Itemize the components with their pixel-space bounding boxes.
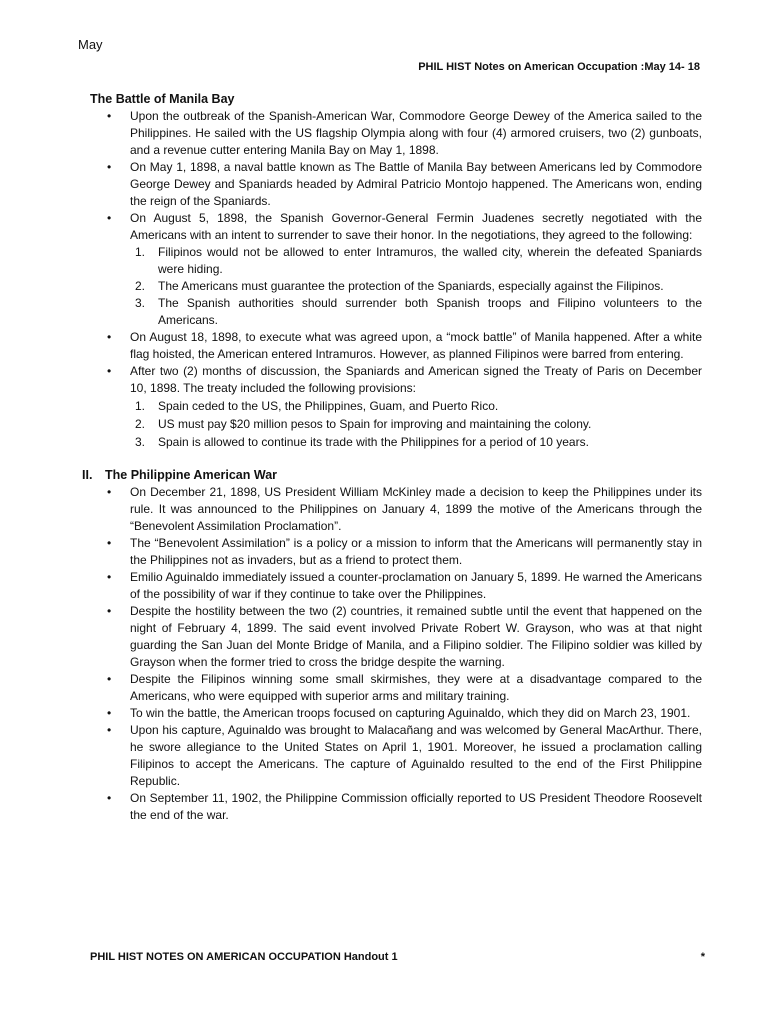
- footer-text: PHIL HIST NOTES ON AMERICAN OCCUPATION Handout 1: [90, 951, 398, 963]
- list-item: [130, 535, 702, 569]
- bullet-text: On August 18, 1898, to execute what was agreed upon, a “mock battle” of Manila happened. After a white flag hoisted, the American entered Intramuros. However, as planned Filipinos were barred from entering.: [130, 330, 702, 361]
- list-item: [135, 278, 702, 295]
- list-item: [130, 108, 702, 159]
- item-text: Spain is allowed to continue its trade with the Philippines for a period of 10 years.: [158, 435, 589, 449]
- item-number: 2.: [135, 417, 146, 431]
- section-number: II.: [82, 468, 93, 482]
- bullet-text: On August 5, 1898, the Spanish Governor-General Fermin Juadenes secretly negotiated with the Americans with an intent to surrender to save their honor. In the negotiations, they agreed to the following:: [130, 211, 702, 242]
- list-item: [130, 484, 702, 535]
- list-item: [130, 603, 702, 671]
- item-number: 1.: [135, 245, 146, 259]
- section2-bullet-list: [90, 484, 702, 824]
- page-footer: [90, 951, 705, 963]
- list-item: [130, 159, 702, 210]
- section1-bullet-list: [90, 108, 702, 451]
- section-title-philippine-american-war: [82, 467, 702, 484]
- agreement-list: [130, 244, 702, 329]
- list-item: [130, 329, 702, 363]
- bullet-text: On September 11, 1902, the Philippine Commission officially reported to US President Theodore Roosevelt the end of the war.: [130, 791, 702, 822]
- item-number: 1.: [135, 399, 146, 413]
- list-item: [135, 398, 702, 415]
- provision-list: [130, 398, 702, 451]
- item-text: US must pay $20 million pesos to Spain for improving and maintaining the colony.: [158, 417, 592, 431]
- list-item: [135, 416, 702, 433]
- list-item: [130, 671, 702, 705]
- bullet-text: Emilio Aguinaldo immediately issued a counter-proclamation on January 5, 1899. He warned the Americans of the possibility of war if they continue to take over the Philippines.: [130, 570, 702, 601]
- bullet-text: After two (2) months of discussion, the Spaniards and American signed the Treaty of Paris on December 10, 1898. The treaty included the following provisions:: [130, 364, 702, 395]
- list-item: [130, 722, 702, 790]
- list-item: [135, 434, 702, 451]
- section-title-battle-of-manila-bay: The Battle of Manila Bay: [90, 92, 235, 106]
- item-text: The Americans must guarantee the protection of the Spaniards, especially against the Filipinos.: [158, 279, 664, 293]
- document-body: [82, 91, 702, 824]
- section-title-text: The Philippine American War: [105, 468, 278, 482]
- footer-mark: *: [700, 951, 705, 963]
- item-text: Filipinos would not be allowed to enter Intramuros, the walled city, wherein the defeated Spaniards were hiding.: [158, 245, 702, 276]
- top-note: May: [78, 37, 103, 52]
- list-item: [135, 295, 702, 329]
- item-text: Spain ceded to the US, the Philippines, Guam, and Puerto Rico.: [158, 399, 499, 413]
- list-item: [135, 244, 702, 278]
- item-text: The Spanish authorities should surrender both Spanish troops and Filipino volunteers to the Americans.: [158, 296, 702, 327]
- list-item: [130, 363, 702, 451]
- list-item: [130, 569, 702, 603]
- bullet-text: To win the battle, the American troops focused on capturing Aguinaldo, which they did on March 23, 1901.: [130, 706, 691, 720]
- bullet-text: The “Benevolent Assimilation” is a policy or a mission to inform that the Americans will permanently stay in the Philippines not as invaders, but as a friend to protect them.: [130, 536, 702, 567]
- bullet-text: Upon the outbreak of the Spanish-American War, Commodore George Dewey of the America sailed to the Philippines. He sailed with the US flagship Olympia along with four (4) armored cruisers, two (2) gunboats, and a revenue cutter entering Manila Bay on May 1, 1898.: [130, 109, 702, 157]
- bullet-text: Despite the hostility between the two (2) countries, it remained subtle until the event that happened on the night of February 4, 1899. The said event involved Private Robert W. Grayson, who was at that night guarding the San Juan del Monte Bridge of Manila, and a Filipino soldier. The Filipino soldier was killed by Grayson when the former tried to cross the bridge despite the warning.: [130, 604, 702, 669]
- header-title: PHIL HIST Notes on American Occupation :May 14- 18: [418, 61, 700, 73]
- bullet-text: Upon his capture, Aguinaldo was brought to Malacañang and was welcomed by General MacArthur. There, he swore allegiance to the United States on April 1, 1901. Moreover, he issued a proclamation calling Filipinos to accept the Americans. The capture of Aguinaldo resulted to the end of the First Philippine Republic.: [130, 723, 702, 788]
- item-number: 3.: [135, 296, 146, 310]
- list-item: [130, 790, 702, 824]
- bullet-text: On May 1, 1898, a naval battle known as The Battle of Manila Bay between Americans led by Commodore George Dewey and Spaniards headed by Admiral Patricio Montojo happened. The Americans won, ending the reign of the Spaniards.: [130, 160, 702, 208]
- item-number: 3.: [135, 435, 146, 449]
- bullet-text: On December 21, 1898, US President William McKinley made a decision to keep the Philippines under its rule. It was announced to the Philippines on January 4, 1899 the motive of the Americans through the “Benevolent Assimilation Proclamation”.: [130, 485, 702, 533]
- list-item: [130, 705, 702, 722]
- list-item: [130, 210, 702, 329]
- bullet-text: Despite the Filipinos winning some small skirmishes, they were at a disadvantage compared to the Americans, who were equipped with superior arms and military training.: [130, 672, 702, 703]
- item-number: 2.: [135, 279, 146, 293]
